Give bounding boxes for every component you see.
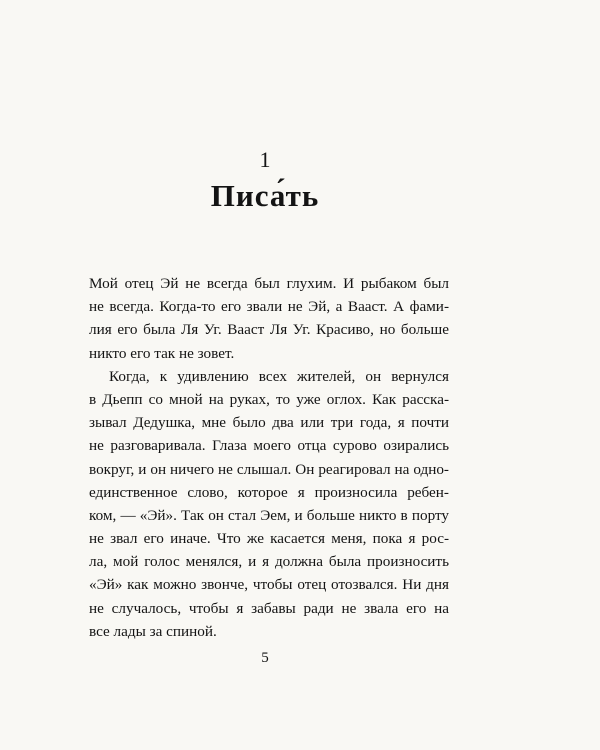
text-line: лия его была Ля Уг. Вааст Ля Уг. Красиво, но больше	[89, 321, 449, 339]
text-line: не звал его иначе. Что же касается меня, пока я рос-	[89, 530, 449, 548]
text-line: зывал Дедушка, мне было два или три года, я почти	[89, 414, 449, 432]
text-line: Когда, к удивлению всех жителей, он вернулся	[109, 367, 449, 385]
text-line: не случалось, чтобы я забавы ради не звала его на	[89, 599, 449, 617]
paragraph-2	[89, 365, 449, 643]
text-line: никто его так не зовет.	[89, 344, 235, 362]
page-number: 5	[261, 650, 269, 666]
chapter-title: Писа́ть	[210, 178, 320, 213]
text-line: в Дьепп со мной на руках, то уже оглох. Как расска-	[89, 390, 449, 408]
text-line: ла, мой голос менялся, и я должна была произносить	[89, 553, 449, 571]
text-line: единственное слово, которое я произносила ребен-	[89, 483, 449, 501]
text-line: не всегда. Когда-то его звали не Эй, а Вааст. А фами-	[89, 298, 449, 316]
text-line: все лады за спиной.	[89, 622, 217, 640]
chapter-number: 1	[259, 147, 271, 172]
text-line: ком, — «Эй». Так он стал Эем, и больше никто в порту	[89, 506, 449, 524]
text-line: «Эй» как можно звонче, чтобы отец отозвался. Ни дня	[89, 576, 449, 594]
text-line: вокруг, и он ничего не слышал. Он реагировал на одно-	[89, 460, 449, 478]
body-text	[89, 272, 449, 643]
paragraph-1	[89, 272, 449, 365]
text-line: Мой отец Эй не всегда был глухим. И рыбаком был	[89, 275, 449, 292]
text-line: не разговаривала. Глаза моего отца сурово озирались	[89, 437, 449, 455]
